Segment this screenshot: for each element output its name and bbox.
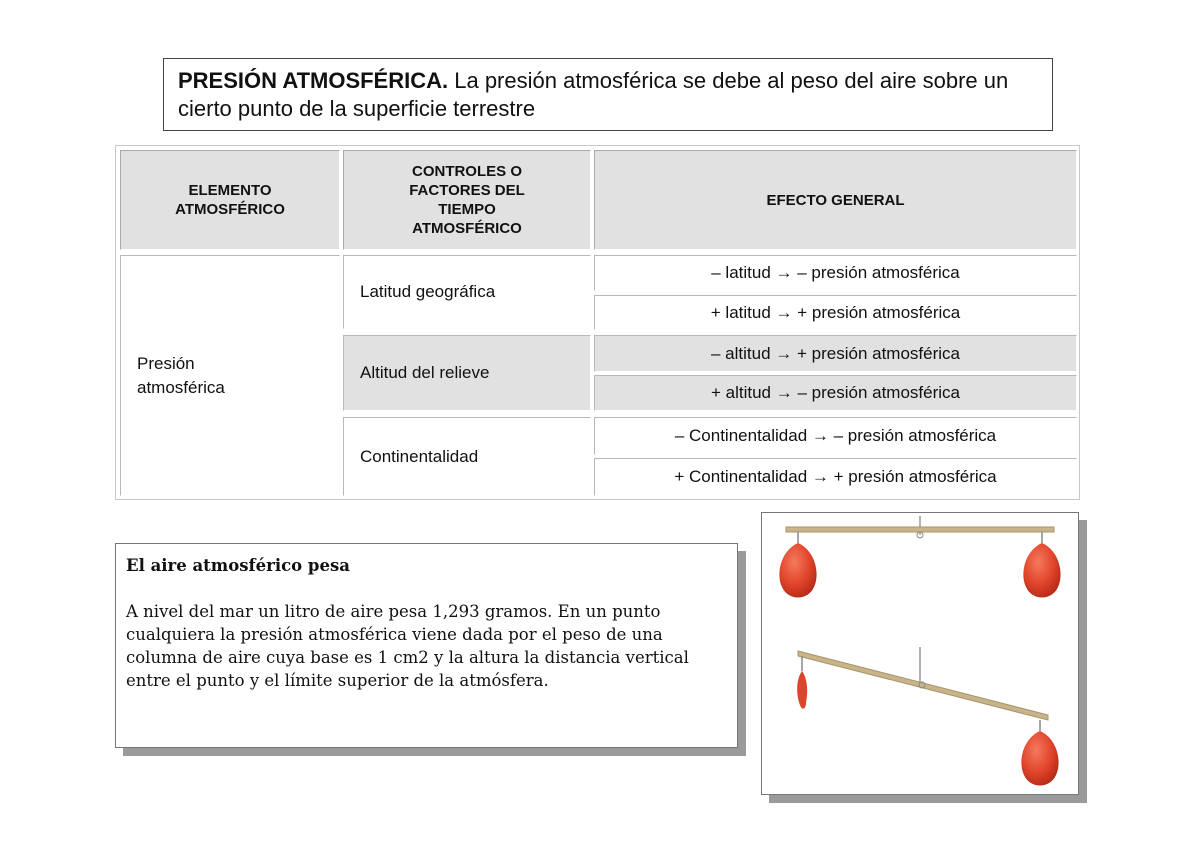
note-heading: El aire atmosférico pesa xyxy=(126,556,350,575)
balloon-left-top xyxy=(779,543,816,598)
effect-row xyxy=(594,375,1077,411)
header-element-line: ELEMENTO xyxy=(188,182,272,199)
factor-label: Altitud del relieve xyxy=(360,363,490,382)
factor-continentalidad xyxy=(343,417,591,496)
factor-label: Continentalidad xyxy=(360,446,479,466)
deflated-balloon xyxy=(797,671,807,709)
effect-row xyxy=(594,417,1077,455)
effect-text: – altitud → + presión atmosférica xyxy=(711,343,960,363)
factor-altitud xyxy=(343,335,591,411)
header-factors xyxy=(343,150,591,250)
note-box xyxy=(115,543,738,748)
factor-label: Latitud geográfica xyxy=(360,282,496,301)
effect-text: + latitud → + presión atmosférica xyxy=(710,302,961,322)
header-factors-line: TIEMPO xyxy=(438,201,496,218)
header-factors-line: CONTROLES O xyxy=(411,163,522,180)
factor-latitud xyxy=(343,255,591,329)
header-factors-line: FACTORES DEL xyxy=(409,182,525,199)
balloon-right-top xyxy=(1023,543,1060,598)
bottom-bar xyxy=(798,651,1048,720)
effect-text: + Continentalidad → + presión atmosférica xyxy=(674,467,997,486)
effect-row xyxy=(594,458,1077,496)
balance-drawing xyxy=(762,513,1080,796)
header-effect-line: EFECTO GENERAL xyxy=(766,191,905,209)
title-text: La presión atmosférica se debe al peso del aire sobre un cierto punto de la superficie terrestre xyxy=(178,68,1009,121)
title-box xyxy=(163,58,1053,131)
effect-row xyxy=(594,335,1077,372)
balloon-right-bottom xyxy=(1021,731,1058,786)
pressure-table xyxy=(115,145,1080,500)
balance-illustration xyxy=(761,512,1079,795)
effect-text: – Continentalidad → – presión atmosférica xyxy=(674,426,997,445)
note-body: A nivel del mar un litro de aire pesa 1,293 gramos. En un punto cualquiera la presión atmosférica viene dada por el peso de una columna de aire cuya base es 1 cm2 y la altura la distancia vertical entre el punto y el límite superior de la atmósfera. xyxy=(126,602,689,690)
effect-text: + altitud → – presión atmosférica xyxy=(711,383,960,402)
effect-row xyxy=(594,255,1077,291)
top-bar xyxy=(786,527,1054,532)
header-factors-line: ATMOSFÉRICO xyxy=(412,220,522,237)
effect-text: – latitud → – presión atmosférica xyxy=(711,263,960,282)
title-bold: PRESIÓN ATMOSFÉRICA. xyxy=(178,68,449,93)
effect-row xyxy=(594,295,1077,330)
header-effect xyxy=(594,150,1077,250)
element-cell xyxy=(120,255,340,496)
header-element xyxy=(120,150,340,250)
header-element-line: ATMOSFÉRICO xyxy=(175,201,285,218)
element-name: Presión atmosférica xyxy=(137,353,225,397)
